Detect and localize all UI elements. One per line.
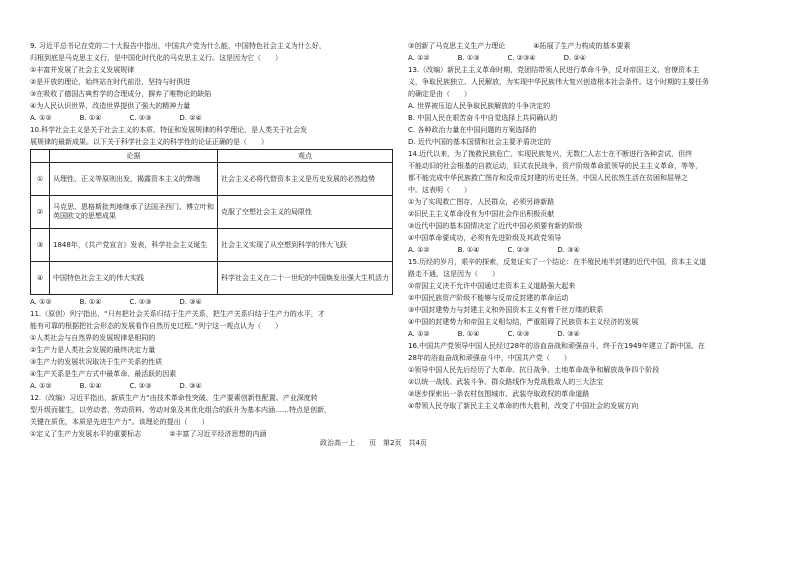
option-line: ③生产力的发展状况取决于生产关系的性质: [30, 358, 163, 366]
left-column: [30, 40, 395, 440]
question-stem: 28年的浴血奋战和顽强奋斗中，中国共产党（ ）: [408, 354, 571, 362]
question-12-continued: [408, 40, 770, 64]
question-stem: 中。这表明（ ）: [408, 186, 471, 194]
row-evidence: 1848年，《共产党宣言》发表，科学社会主义诞生: [50, 229, 218, 262]
question-stem: 15.历经的岁月，艰辛的探索，反复证实了一个结论：在半殖民地半封建的近代中国，资本主义道: [408, 258, 707, 266]
table-row: [31, 262, 393, 295]
option-line: C. 各种政治力量在中国问题的方案选择的: [408, 126, 537, 134]
question-stem: 路走不通，这是因为（ ）: [408, 270, 499, 278]
option-line: ④中国革命要成功，必须有先进阶级及其政党领导: [408, 234, 562, 242]
answer-choices: A. ①② B. ①④ C. ②③ D. ③④: [408, 330, 580, 338]
question-14: [408, 148, 770, 256]
option-line: ③创新了马克思主义生产力理论 ④拓展了生产力构成的基本要素: [408, 42, 631, 50]
question-stem: 的确定是由（ ）: [408, 90, 471, 98]
table-header-num: [31, 150, 50, 163]
question-stem: 12.（改编）习近平指出，新质生产力“由技术革命性突破、生产要素创新性配置、产业深度转: [30, 394, 318, 402]
question-stem: 关键在质优，本质是先进生产力”。该理论的提出（ ）: [30, 418, 209, 426]
question-9: [30, 40, 395, 124]
question-stem: 14.近代以来，为了挽救民族危亡、实现民族复兴，无数仁人志士在不断进行各种尝试，但终: [408, 150, 693, 158]
row-number: ②: [31, 196, 50, 229]
row-evidence: 从理性、正义等原则出发，揭露资本主义的弊端: [50, 163, 218, 196]
option-line: ②生产力是人类社会发展的最终决定力量: [30, 346, 156, 354]
option-line: D. 近代中国的基本国情和社会主要矛盾决定的: [408, 138, 551, 146]
question-stem: 都不能完成中华民族救亡图存和反帝反封建的历史任务，中国人民依然生活在贫困和屈辱之: [408, 174, 688, 182]
question-stem: 11.（原创）列宁指出，“只有把社会关系归结于生产关系，把生产关系归结于生产力的水平，才: [30, 310, 325, 318]
table-header-row: [31, 150, 393, 163]
option-line: ①领导中国人民先后经历了大革命、抗日战争、土地革命战争和解放战争四个阶段: [408, 366, 660, 374]
question-stem: 10.科学社会主义是关于社会主义的本质、特征和发展规律的科学理论，是人类关于社会发: [30, 126, 308, 134]
answer-choices: A. ①② B. ①③ C. ②③④ D. ②④: [408, 54, 587, 62]
question-stem: 不能动旧的社会根基的自救运动，旧式农民战争、资产阶级革命派领导的民主主义革命，等等，: [408, 162, 702, 170]
row-number: ③: [31, 229, 50, 262]
row-evidence: 中国特色社会主义的伟大实践: [50, 262, 218, 295]
question-stem: 16.中国共产党领导中国人民经过28年的浴血奋战和顽强奋斗，终于在1949年建立了新中国。在: [408, 342, 705, 350]
question-stem: 义，争取民族独立、人民解放，为实现中华民族伟大复兴创造根本社会条件。这个时期的主要任务: [408, 78, 709, 86]
option-line: ②是开放的理论，始终站在时代前沿，坚持与时俱进: [30, 78, 191, 86]
row-number: ①: [31, 163, 50, 196]
question-stem: 13.（改编）新民主主义革命时期，党团结带领人民进行革命斗争，反对帝国主义、官僚资本主: [408, 66, 700, 74]
question-15: [408, 256, 770, 340]
question-11: [30, 308, 395, 392]
row-thesis: 克服了空想社会主义的局限性: [218, 196, 393, 229]
table-row: [31, 196, 393, 229]
option-line: ②中国民族资产阶级不能够与反帝反封建的革命运动: [408, 294, 569, 302]
question-13: [408, 64, 770, 148]
row-number: ④: [31, 262, 50, 295]
option-line: B. 中国人民在艰苦奋斗中自觉选择上共同确认的: [408, 114, 558, 122]
option-line: ④为人民认识世界、改造世界提供了强大的精神力量: [30, 102, 191, 110]
option-line: ①丰富并发展了社会主义发展规律: [30, 66, 135, 74]
row-thesis: 社会主义必将代替资本主义是历史发展的必然趋势: [218, 163, 393, 196]
option-line: ①为了实现救亡图存，人民群众，必须另辟新路: [408, 198, 555, 206]
option-line: A. 世界被压迫人民争取民族解放的斗争决定的: [408, 102, 551, 110]
table-row: [31, 229, 393, 262]
option-line: ②以统一战线、武装斗争、群众路线作为党战胜敌人的三大法宝: [408, 378, 604, 386]
answer-choices: A. ①② B. ①④ C. ②③ D. ③④: [30, 298, 202, 306]
option-line: ④生产关系是生产方式中最革命、最活跃的因素: [30, 370, 177, 378]
question-10: [30, 124, 395, 308]
option-line: ③近代中国的基本国情决定了近代中国必须要有新的阶级: [408, 222, 583, 230]
option-line: ②旧民主主义革命没有为中国社会作出积极贡献: [408, 210, 555, 218]
table-header-evidence: 论据: [50, 150, 218, 163]
question-stem: 9. 习近平总书记在党的二十大报告中指出，中国共产党为什么能，中国特色社会主义为什么好，: [30, 42, 326, 50]
row-thesis: 科学社会主义在二十一世纪的中国焕发出强大生机活力: [218, 262, 393, 295]
question-stem: 能有可靠的根据把社会形态的发展看作自然历史过程。”列宁这一观点认为（ ）: [30, 322, 283, 330]
question-stem: 展规律的最新成果。以下关于科学社会主义的科学性的论证正确的是（ ）: [30, 138, 268, 146]
option-line: ③逐步探索出一条农村包围城市、武装夺取政权的革命道路: [408, 390, 590, 398]
option-line: ④带领人民夺取了新民主主义革命的伟大胜利，改变了中国社会的发展方向: [408, 402, 639, 410]
table-header-thesis: 观点: [218, 150, 393, 163]
answer-choices: A. ①② B. ①④ C. ②③ D. ③④: [30, 382, 202, 390]
page-footer: 政治高一上 页 第2页 共4页: [320, 439, 427, 447]
option-line: ①帝国主义决不允许中国通过走资本主义道路强大起来: [408, 282, 576, 290]
row-evidence: 马克思、恩格斯批判地继承了法国圣西门、傅立叶和英国欧文的思想成果: [50, 196, 218, 229]
answer-choices: A. ①② B. ①④ C. ②③ D. ②④: [30, 114, 202, 122]
question-stem: 归根到底是马克思主义行，是中国化时代化的马克思主义行。这是因为它（ ）: [30, 54, 282, 62]
right-column: [408, 40, 770, 412]
option-line: ③在吸收了德国古典哲学的合理成分，摒弃了唯物论的缺陷: [30, 90, 212, 98]
table-row: [31, 163, 393, 196]
question-12: [30, 392, 395, 440]
option-line: ①人类社会与自然界的发展规律是相同的: [30, 334, 156, 342]
row-thesis: 社会主义实现了从空想到科学的伟大飞跃: [218, 229, 393, 262]
option-line: ③中国封建势力与封建主义和外国资本主义有着千丝万缕的联系: [408, 306, 604, 314]
option-line: ④中国的封建势力和帝国主义相勾结，严重阻碍了民族资本主义经济的发展: [408, 318, 639, 326]
answer-choices: A. ①② B. ①④ C. ②③ D. ③④: [408, 246, 580, 254]
argument-table: [30, 149, 393, 295]
question-16: [408, 340, 770, 412]
option-line: ①定义了生产力发展水平的重要标志 ②丰富了习近平经济思想的内涵: [30, 430, 267, 438]
question-stem: 型升级而催生，以劳动者、劳动资料、劳动对象及其优化组合的跃升为基本内涵……特点是创新，: [30, 406, 331, 414]
